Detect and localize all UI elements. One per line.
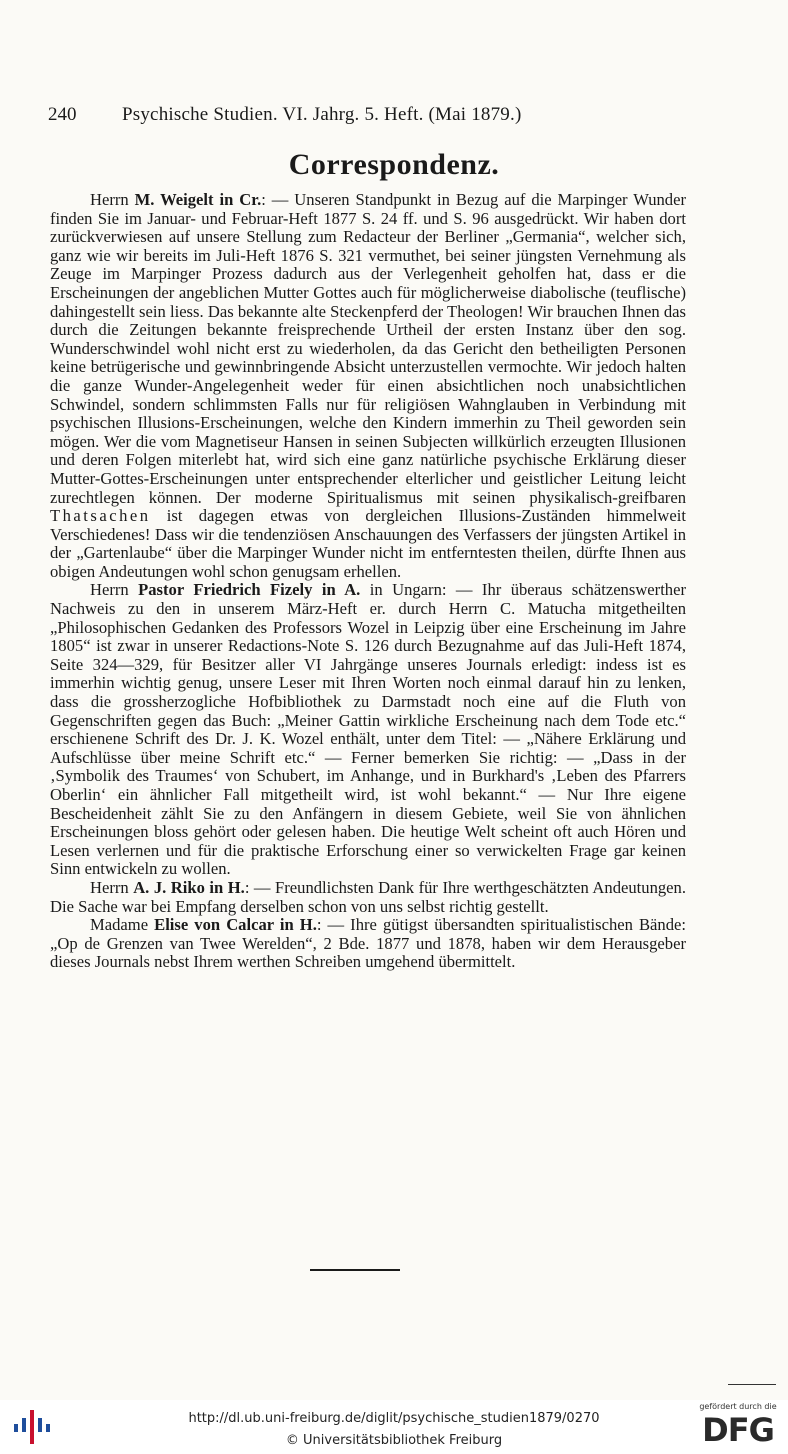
- viewer-footer: [0, 1400, 788, 1454]
- recipient-name: M. Weigelt: [134, 190, 214, 209]
- dfg-funding-badge[interactable]: [694, 1402, 782, 1452]
- dfg-caption: gefördert durch die: [699, 1402, 777, 1411]
- letter-paragraph-riko: [50, 879, 686, 916]
- permalink-url[interactable]: http://dl.ub.uni-freiburg.de/diglit/psychische_studien1879/0270: [188, 1411, 600, 1426]
- emphasized-word: Thatsachen: [50, 506, 151, 526]
- running-head: Psychische Studien. VI. Jahrg. 5. Heft. (Mai 1879.): [122, 104, 522, 125]
- letter-paragraph-fizely: [50, 581, 686, 879]
- letter-paragraph-calcar: [50, 916, 686, 972]
- end-divider: [310, 1269, 400, 1271]
- recipient-place: in H.: [204, 877, 245, 897]
- salutation: Herrn: [90, 580, 139, 600]
- paragraph-text: in Ungarn: — Ihr überaus schätzenswerther Nachweis zu den in unserem März-Heft er. durch Herrn C. Matucha mitgetheilten „Philosophischen Gedanken des Professors Wozel in Leipzig über eine Erscheinung im Jahre 1805“ ist zwar in unserer Redactions-Note S. 126 durch Bezugnahme auf das Juli-Heft 1874, Seite 324—329, für Besitzer aller VI Jahrgänge unseres Journals erledigt: indess ist es immerhin wichtig genug, unsere Leser mit Ihren Worten noch einmal darauf hin zu lenken, dass die grossherzogliche Hofbibliothek zu Darmstadt noch eine auf die Fluth von Gegenschriften gegen das Buch: „Meiner Gattin wirkliche Erscheinung nach dem Tode etc.“ erschienene Schrift des Dr. J. K. Wozel enthält, unter dem Titel: — „Nähere Erklärung und Aufschlüsse über meine Schrift etc.“ — Ferner bemerken Sie richtig: — „Dass in der ‚Symbolik des Traumes‘ von Schubert, im Anhange, und in Burkhard's ‚Leben des Pfarrers Oberlin‘ ein ähnlicher Fall mitgetheilt wird, ist wohl bekannt.“ — Nur Ihre eigene Bescheidenheit zählt Sie zu den Anfängern in diesem Gebiete, weil Sie von ähnlichen Erscheinungen bloss gehört oder gelesen haben. Die heutige Welt scheint oft auch Hören und Lesen verlernen und für die praktische Erforschung einer so verwickelten Frage gar keinen Sinn entwickeln zu wollen.: [50, 580, 686, 879]
- section-title: Correspondenz.: [288, 148, 500, 181]
- dfg-logo-icon: DFG: [702, 1411, 774, 1449]
- recipient-name: Elise von Calcar: [154, 915, 274, 935]
- paragraph-text-continued: ist dagegen etwas von dergleichen Illusions-Zuständen himmelweit Verschiedenes! Dass wir die tendenziösen Anschauungen des Verfassers der jüngsten Artikel in der „Gartenlaube“ über die Marpinger Wunder nicht im entferntesten theilen, dürfte Ihnen aus obigen Andeutungen wohl schon genugsam erhellen.: [50, 506, 686, 581]
- recipient-name: Pastor Friedrich Fizely: [138, 580, 313, 600]
- paragraph-text: : — Unseren Standpunkt in Bezug auf die Marpinger Wunder finden Sie im Januar- und Februar-Heft 1877 S. 24 ff. und S. 96 ausgedrückt. Wir haben dort zurückverwiesen auf unsere Stellung zum Redacteur der Berliner „Germania“, welcher sich, ganz wie wir bereits im Juli-Heft 1876 S. 321 vermuthet, bei seiner jüngsten Vernehmung als Zeuge im Marpinger Prozess dadurch aus der Verlegenheit geholfen hat, dass er die Erscheinungen der angeblichen Mutter Gottes auch für möglicherweise diabolische (teuflische) dahingestellt sein liess. Das bekannte alte Steckenpferd der Theologen! Wir brauchen Ihnen das durch die Zeitungen bekannte freisprechende Urtheil der ersten Instanz über den sog. Wunderschwindel wohl nicht erst zu wiederholen, da das Gericht den betheiligten Personen keine betrügerische und gewinnbringende Absicht unterzustellen vermochte. Wir jedoch halten die ganze Wunder-Angelegenheit weder für einen absichtlichen noch unabsichtlichen Schwindel, sondern schlimmsten Falls nur für religiösen Wahnglauben in Verbindung mit psychischen Illusions-Erscheinungen, welche den Kindern immerhin zu Theil geworden sein mögen. Wer die vom Magnetiseur Hansen in seinen Subjecten willkürlich erzeugten Illusionen und deren Folgen miterlebt hat, wird sich eine ganz natürliche psychische Erklärung dieser Mutter-Gottes-Erscheinungen unter entsprechender elterlicher und geistlicher Leitung leicht zurechtlegen können. Der moderne Spiritualismus mit seinen physikalisch-greifbaren: [50, 190, 686, 507]
- page-number: 240: [48, 104, 77, 125]
- copyright-notice: © Universitätsbibliothek Freiburg: [285, 1433, 503, 1448]
- page-header: [48, 104, 738, 134]
- correspondence-body: [50, 191, 686, 972]
- paragraph-text: : — Ihre gütigst übersandten spiritualistischen Bände: „Op de Grenzen van Twee Werelden“, 2 Bde. 1877 und 1878, haben wir dem Herausgeber dieses Journals nebst Ihrem werthen Schreiben umgehend übermittelt.: [50, 915, 686, 972]
- salutation: Herrn: [90, 877, 134, 897]
- recipient-name: A. J. Riko: [133, 877, 205, 897]
- recipient-place: in A.: [312, 580, 361, 600]
- recipient-place: in H.: [273, 915, 317, 935]
- salutation: Madame: [90, 915, 155, 935]
- letter-paragraph-weigelt: [50, 191, 686, 581]
- paragraph-text: : — Freundlichsten Dank für Ihre werthgeschätzten Andeutungen. Die Sache war bei Empfang derselben schon von uns selbst richtig gestellt.: [50, 877, 686, 916]
- recipient-place: in Cr.: [213, 190, 262, 209]
- corner-mark: [728, 1384, 776, 1385]
- salutation: Herrn: [90, 190, 135, 209]
